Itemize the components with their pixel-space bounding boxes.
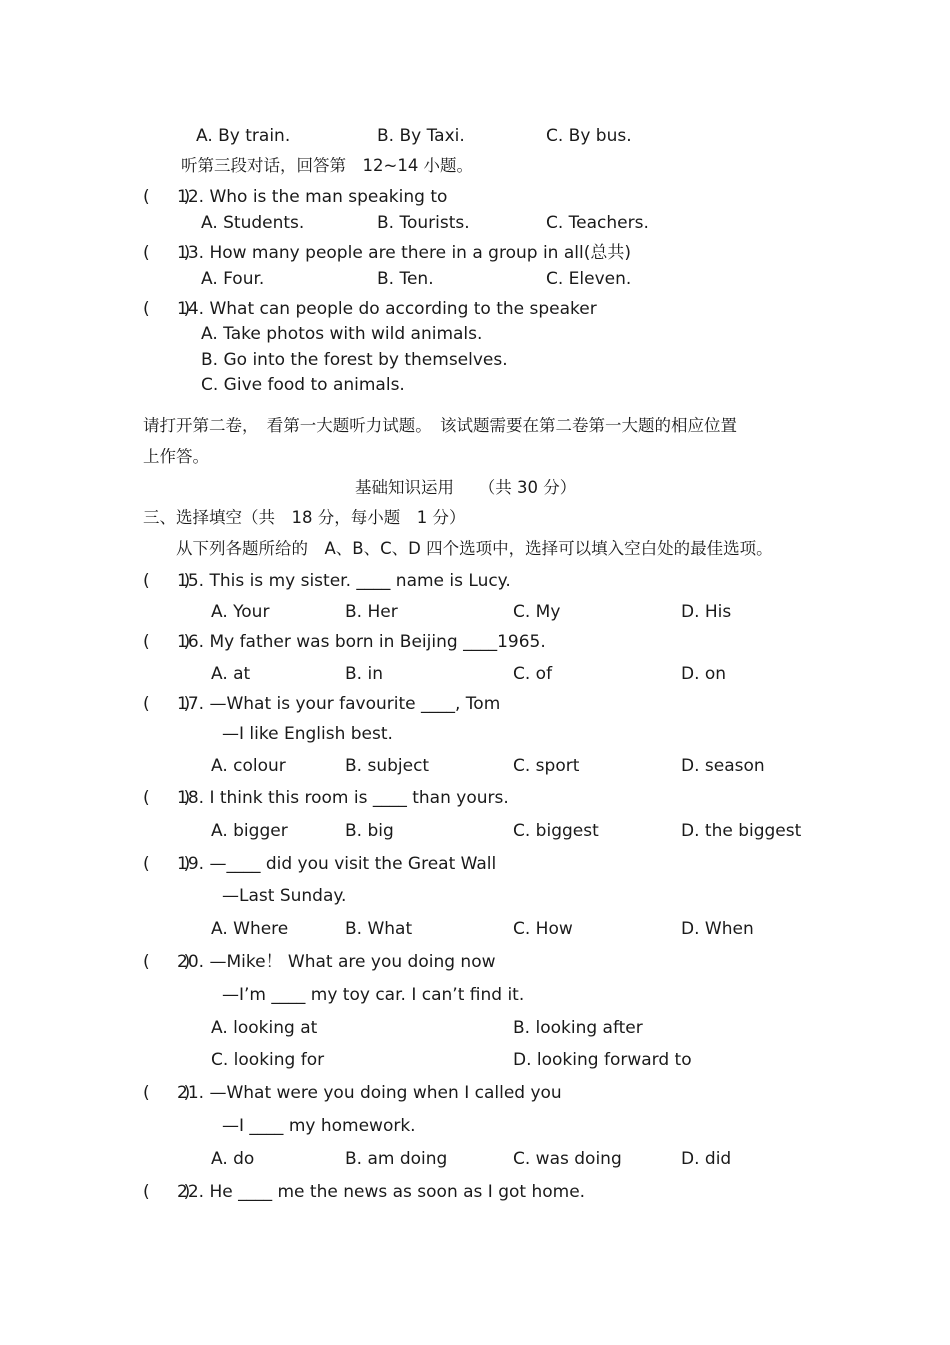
q21-option-d: D. did xyxy=(681,1149,732,1169)
q11-option-c: C. By bus. xyxy=(546,126,632,146)
q12-bracket: ( ) xyxy=(143,187,191,207)
q16-option-c: C. of xyxy=(513,664,553,684)
q21-reply: —I ____ my homework. xyxy=(222,1116,416,1136)
notice-line-2: 上作答。 xyxy=(143,447,209,466)
q18-bracket: ( ) xyxy=(143,788,191,808)
q15-option-b: B. Her xyxy=(345,602,398,622)
q21-option-a: A. do xyxy=(211,1149,255,1169)
q12-option-c: C. Teachers. xyxy=(546,213,649,233)
q21-bracket: ( ) xyxy=(143,1083,191,1103)
q14-bracket: ( ) xyxy=(143,299,191,319)
q22-bracket: ( ) xyxy=(143,1182,191,1202)
q13-bracket: ( ) xyxy=(143,243,191,263)
notice-line-1: 请打开第二卷， 看第一大题听力试题。 该试题需要在第二卷第一大题的相应位置 xyxy=(143,416,737,435)
q21-option-c: C. was doing xyxy=(513,1149,622,1169)
q20-option-c: C. looking for xyxy=(211,1050,325,1070)
q15-option-d: D. His xyxy=(681,602,732,622)
q18-option-d: D. the biggest xyxy=(681,821,802,841)
q19-option-a: A. Where xyxy=(211,919,289,939)
q19-option-c: C. How xyxy=(513,919,573,939)
q18-option-a: A. bigger xyxy=(211,821,288,841)
q20-bracket: ( ) xyxy=(143,952,191,972)
q14-option-c: C. Give food to animals. xyxy=(201,375,405,395)
q18-option-c: C. biggest xyxy=(513,821,599,841)
q12-option-b: B. Tourists. xyxy=(377,213,470,233)
q22-stem: 22. He ____ me the news as soon as I got home. xyxy=(177,1182,586,1202)
q19-reply: —Last Sunday. xyxy=(222,886,347,906)
q20-option-d: D. looking forward to xyxy=(513,1050,692,1070)
q12-option-a: A. Students. xyxy=(201,213,305,233)
q14-option-a: A. Take photos with wild animals. xyxy=(201,324,483,344)
q15-stem: 15. This is my sister. ____ name is Lucy. xyxy=(177,571,511,591)
q17-option-d: D. season xyxy=(681,756,765,776)
q20-stem: 20. —Mike！ What are you doing now xyxy=(177,952,496,972)
q21-option-b: B. am doing xyxy=(345,1149,448,1169)
q16-stem: 16. My father was born in Beijing ____1965. xyxy=(177,632,546,652)
q17-option-a: A. colour xyxy=(211,756,286,776)
q19-option-d: D. When xyxy=(681,919,754,939)
part-title: 基础知识运用 （共 30 分） xyxy=(355,478,577,497)
q15-option-c: C. My xyxy=(513,602,561,622)
q17-stem: 17. —What is your favourite ____, Tom xyxy=(177,694,501,714)
section-heading: 三、选择填空（共 18 分，每小题 1 分） xyxy=(143,508,466,527)
q19-stem: 19. —____ did you visit the Great Wall xyxy=(177,854,497,874)
q13-option-a: A. Four. xyxy=(201,269,265,289)
q20-reply: —I’m ____ my toy car. I can’t find it. xyxy=(222,985,525,1005)
q17-bracket: ( ) xyxy=(143,694,191,714)
q16-option-a: A. at xyxy=(211,664,251,684)
q17-option-b: B. subject xyxy=(345,756,430,776)
q21-stem: 21. —What were you doing when I called you xyxy=(177,1083,562,1103)
q18-stem: 18. I think this room is ____ than yours. xyxy=(177,788,509,808)
q15-option-a: A. Your xyxy=(211,602,270,622)
q11-option-b: B. By Taxi. xyxy=(377,126,465,146)
q13-option-c: C. Eleven. xyxy=(546,269,632,289)
q16-option-d: D. on xyxy=(681,664,727,684)
q17-option-c: C. sport xyxy=(513,756,580,776)
q16-option-b: B. in xyxy=(345,664,383,684)
q14-stem: 14. What can people do according to the speaker xyxy=(177,299,597,319)
q12-stem: 12. Who is the man speaking to xyxy=(177,187,448,207)
q14-option-b: B. Go into the forest by themselves. xyxy=(201,350,508,370)
section-instruction: 从下列各题所给的 A、B、C、D 四个选项中，选择可以填入空白处的最佳选项。 xyxy=(176,539,773,558)
q18-option-b: B. big xyxy=(345,821,394,841)
q13-stem: 13. How many people are there in a group in all(总共) xyxy=(177,243,631,263)
q17-reply: —I like English best. xyxy=(222,724,393,744)
section3-intro: 听第三段对话，回答第 12~14 小题。 xyxy=(181,156,474,175)
q11-option-a: A. By train. xyxy=(196,126,291,146)
q13-option-b: B. Ten. xyxy=(377,269,434,289)
q20-option-a: A. looking at xyxy=(211,1018,318,1038)
q19-option-b: B. What xyxy=(345,919,413,939)
q20-option-b: B. looking after xyxy=(513,1018,643,1038)
q16-bracket: ( ) xyxy=(143,632,191,652)
q15-bracket: ( ) xyxy=(143,571,191,591)
q19-bracket: ( ) xyxy=(143,854,191,874)
